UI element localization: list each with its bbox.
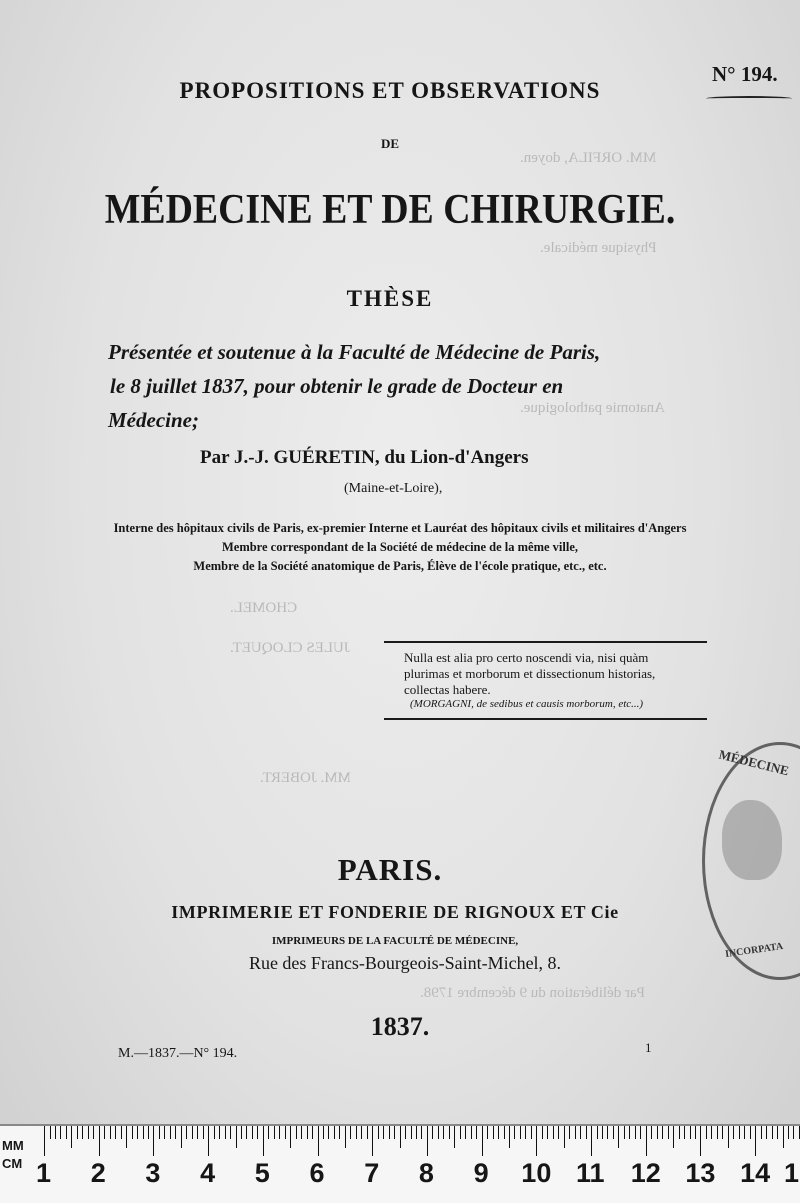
ruler-tick [443, 1126, 444, 1139]
epigraph-rule-top [384, 641, 707, 643]
ruler-tick [405, 1126, 406, 1139]
ruler-tick [367, 1126, 368, 1139]
ruler-tick [225, 1126, 226, 1139]
ruler-tick [110, 1126, 111, 1139]
imprint-place: PARIS. [337, 852, 443, 887]
ruler-tick [60, 1126, 61, 1139]
ruler-tick [547, 1126, 548, 1139]
ruler-number: 11 [576, 1158, 605, 1188]
ruler-tick [104, 1126, 105, 1139]
ruler-tick [733, 1126, 734, 1139]
ruler-tick [618, 1126, 619, 1148]
ruler-unit-cm: CM [2, 1156, 23, 1171]
ruler-tick [170, 1126, 171, 1139]
ruler-tick [613, 1126, 614, 1139]
ruler-tick [236, 1126, 237, 1148]
ruler-tick [673, 1126, 674, 1148]
ruler-number: 4 [200, 1158, 216, 1188]
ruler-number: 6 [309, 1158, 325, 1188]
ruler-number: 7 [364, 1158, 380, 1188]
ruler-number: 8 [418, 1158, 434, 1188]
ruler-tick [493, 1126, 494, 1139]
ruler-tick [454, 1126, 455, 1148]
epigraph-line: plurimas et morborum et dissectionum historias, [404, 666, 656, 681]
ruler-number: 1 [36, 1158, 52, 1188]
ruler-tick [788, 1126, 789, 1139]
ruler-tick [301, 1126, 302, 1139]
ruler-tick [186, 1126, 187, 1139]
ruler-tick [690, 1126, 691, 1139]
ruler-tick [427, 1126, 428, 1156]
ruler-tick [318, 1126, 319, 1156]
bleed-through-text: CHOMEL. [230, 600, 298, 616]
ruler-tick [263, 1126, 264, 1156]
ruler-tick [115, 1126, 116, 1139]
number-underline [706, 96, 792, 101]
ruler-tick [706, 1126, 707, 1139]
ruler-tick [591, 1126, 592, 1156]
ruler-tick [783, 1126, 784, 1148]
ruler-tick [432, 1126, 433, 1139]
ruler-tick [766, 1126, 767, 1139]
ruler-tick [252, 1126, 253, 1139]
ruler-number: 12 [630, 1158, 661, 1188]
ruler-tick [400, 1126, 401, 1148]
ruler-tick [711, 1126, 712, 1139]
ruler-tick [339, 1126, 340, 1139]
ruler-number: 10 [521, 1158, 552, 1188]
ruler-tick [257, 1126, 258, 1139]
ruler-tick [88, 1126, 89, 1139]
ruler-tick [230, 1126, 231, 1139]
sheet-number: 1 [645, 1040, 652, 1055]
presentation-line-2: le 8 juillet 1837, pour obtenir le grade de Docteur en [110, 374, 564, 398]
ruler-tick [520, 1126, 521, 1139]
ruler-tick [580, 1126, 581, 1139]
ruler-tick [777, 1126, 778, 1139]
ruler-tick [296, 1126, 297, 1139]
ruler-tick [350, 1126, 351, 1139]
ruler-tick [646, 1126, 647, 1156]
signature-mark: M.—1837.—N° 194. [118, 1046, 238, 1061]
title-line-2: DE [380, 136, 400, 151]
ruler-tick [389, 1126, 390, 1139]
ruler-tick [761, 1126, 762, 1139]
ruler-number: 1 [784, 1158, 800, 1188]
credential-line: Membre correspondant de la Société de médecine de la même ville, [221, 540, 579, 554]
main-title: MÉDECINE ET DE CHIRURGIE. [104, 187, 676, 233]
ruler-tick [607, 1126, 608, 1139]
ruler-tick [159, 1126, 160, 1139]
these-heading: THÈSE [346, 286, 434, 311]
ruler-tick [536, 1126, 537, 1156]
ruler-tick [93, 1126, 94, 1139]
ruler-tick [181, 1126, 182, 1148]
ruler-tick [394, 1126, 395, 1139]
bleed-through-text: Physique médicale. [540, 240, 657, 256]
bleed-through-text: Par délibération du 9 décembre 1798. [420, 985, 645, 1001]
ruler-tick [192, 1126, 193, 1139]
ruler-number: 14 [740, 1158, 771, 1188]
stamp-portrait-icon [722, 800, 782, 880]
ruler-tick [268, 1126, 269, 1139]
ruler-tick [717, 1126, 718, 1139]
epigraph-source: (MORGAGNI, de sedibus et causis morborum, etc...) [410, 698, 644, 710]
ruler-tick [728, 1126, 729, 1148]
ruler-tick [132, 1126, 133, 1139]
ruler-tick [345, 1126, 346, 1148]
ruler-tick [438, 1126, 439, 1139]
ruler-tick [126, 1126, 127, 1148]
ruler-tick [449, 1126, 450, 1139]
ruler-tick [553, 1126, 554, 1139]
ruler-tick [361, 1126, 362, 1139]
ruler-tick [164, 1126, 165, 1139]
ruler-tick [279, 1126, 280, 1139]
ruler-tick [416, 1126, 417, 1139]
ruler-tick [372, 1126, 373, 1156]
ruler-tick [44, 1126, 45, 1156]
ruler-tick [323, 1126, 324, 1139]
ruler-tick [148, 1126, 149, 1139]
ruler-tick [772, 1126, 773, 1139]
ruler-tick [722, 1126, 723, 1139]
ruler-tick [700, 1126, 701, 1156]
ruler-tick [197, 1126, 198, 1139]
stamp-text-top: MÉDECINE [717, 746, 791, 779]
ruler-tick [744, 1126, 745, 1139]
ruler-tick [143, 1126, 144, 1139]
presentation-line-1: Présentée et soutenue à la Faculté de Médecine de Paris, [108, 340, 601, 364]
ruler-tick [71, 1126, 72, 1148]
ruler-tick [514, 1126, 515, 1139]
ruler-number: 3 [145, 1158, 161, 1188]
ruler-tick [274, 1126, 275, 1139]
ruler-tick [378, 1126, 379, 1139]
ruler-tick [487, 1126, 488, 1139]
ruler-tick [679, 1126, 680, 1139]
ruler-tick [241, 1126, 242, 1139]
ruler-tick [50, 1126, 51, 1139]
ruler-tick [55, 1126, 56, 1139]
ruler-tick [471, 1126, 472, 1139]
bleed-through-text: MM. JOBERT. [260, 770, 351, 786]
imprint-year: 1837. [370, 1012, 430, 1041]
ruler-tick [203, 1126, 204, 1139]
ruler-tick [575, 1126, 576, 1139]
imprint-printer: IMPRIMERIE ET FONDERIE DE RIGNOUX ET Cie [171, 902, 619, 922]
bleed-through-text: Anatomie pathologique. [520, 400, 665, 416]
bleed-through-text: MM. ORFILA, doyen. [520, 150, 657, 166]
ruler-tick [99, 1126, 100, 1156]
ruler-tick [750, 1126, 751, 1139]
ruler-tick [640, 1126, 641, 1139]
thesis-number: N° 194. [712, 62, 778, 86]
ruler-number: 9 [473, 1158, 489, 1188]
credential-line: Interne des hôpitaux civils de Paris, ex-premier Interne et Lauréat des hôpitaux civils et militaires d'Angers [113, 521, 687, 535]
ruler-tick [651, 1126, 652, 1139]
ruler-tick [312, 1126, 313, 1139]
ruler-tick [542, 1126, 543, 1139]
ruler-tick [635, 1126, 636, 1139]
imprint-printer-role: IMPRIMEURS DE LA FACULTÉ DE MÉDECINE, [271, 935, 519, 947]
epigraph-rule-bottom [384, 718, 707, 720]
ruler-tick [684, 1126, 685, 1139]
ruler-tick [121, 1126, 122, 1139]
ruler-tick [476, 1126, 477, 1139]
title-line-1: PROPOSITIONS ET OBSERVATIONS [179, 78, 601, 103]
ruler-tick [662, 1126, 663, 1139]
ruler-tick [82, 1126, 83, 1139]
ruler-tick [668, 1126, 669, 1139]
epigraph-line: Nulla est alia pro certo noscendi via, nisi quàm [404, 650, 649, 665]
ruler-tick [77, 1126, 78, 1139]
ruler-tick [219, 1126, 220, 1139]
epigraph-line: collectas habere. [404, 682, 491, 697]
ruler-tick [175, 1126, 176, 1139]
ruler-number: 5 [254, 1158, 270, 1188]
credential-line: Membre de la Société anatomique de Paris, Élève de l'école pratique, etc., etc. [193, 559, 607, 573]
ruler-tick [597, 1126, 598, 1139]
ruler-tick [498, 1126, 499, 1139]
ruler-tick [66, 1126, 67, 1139]
ruler-tick [482, 1126, 483, 1156]
ruler-tick [383, 1126, 384, 1139]
ruler-tick [569, 1126, 570, 1139]
author-line: Par J.-J. GUÉRETIN, du Lion-d'Angers [200, 447, 529, 468]
ruler-tick [334, 1126, 335, 1139]
ruler-tick [208, 1126, 209, 1156]
ruler-tick [531, 1126, 532, 1139]
ruler-tick [504, 1126, 505, 1139]
ruler-tick [602, 1126, 603, 1139]
ruler-tick [558, 1126, 559, 1139]
ruler-tick [657, 1126, 658, 1139]
ruler-tick [411, 1126, 412, 1139]
ruler-tick [356, 1126, 357, 1139]
ruler-tick [421, 1126, 422, 1139]
ruler-tick [328, 1126, 329, 1139]
ruler-tick [307, 1126, 308, 1139]
stamp-text-bottom: INCORPATA [724, 940, 784, 961]
ruler-unit-mm: MM [2, 1138, 24, 1153]
bleed-through-text: JULES CLOQUET. [230, 640, 350, 656]
ruler-tick [739, 1126, 740, 1139]
ruler-tick [290, 1126, 291, 1148]
ruler-tick [153, 1126, 154, 1156]
ruler-tick [460, 1126, 461, 1139]
ruler-tick [793, 1126, 794, 1139]
ruler-tick [586, 1126, 587, 1139]
ruler-tick [525, 1126, 526, 1139]
presentation-line-3: Médecine; [108, 408, 199, 432]
ruler-tick [755, 1126, 756, 1156]
ruler-tick [564, 1126, 565, 1148]
ruler-tick [285, 1126, 286, 1139]
author-department: (Maine-et-Loire), [344, 481, 443, 496]
ruler-tick [246, 1126, 247, 1139]
ruler-number: 13 [685, 1158, 716, 1188]
ruler-tick [465, 1126, 466, 1139]
ruler-tick [509, 1126, 510, 1148]
ruler-tick [624, 1126, 625, 1139]
imprint-address: Rue des Francs-Bourgeois-Saint-Michel, 8. [248, 953, 562, 973]
ruler-number: 2 [90, 1158, 106, 1188]
ruler-tick [214, 1126, 215, 1139]
ruler-tick [629, 1126, 630, 1139]
ruler-tick [695, 1126, 696, 1139]
ruler-tick [137, 1126, 138, 1139]
